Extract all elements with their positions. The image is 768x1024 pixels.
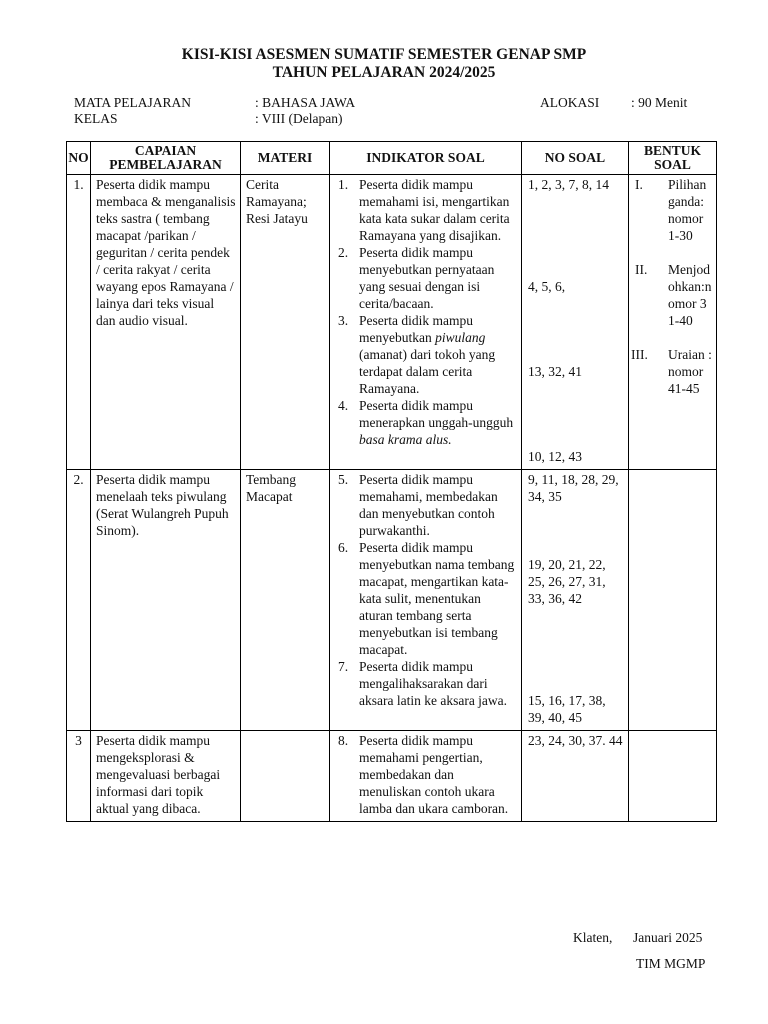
- document-title: KISI-KISI ASESMEN SUMATIF SEMESTER GENAP SMP: [181, 46, 587, 63]
- allocation-value: : 90 Menit: [631, 95, 688, 110]
- materi-cell: [241, 731, 330, 822]
- capaian-cell: Peserta didik mampu membaca & menganalisis teks sastra ( tembang macapat /parikan / geguritan / cerita pendek / cerita rakyat / cerita wayang epos Ramayana / lainya dari teks visual dan audio visual.: [91, 175, 241, 470]
- document-subtitle: TAHUN PELAJARAN 2024/2025: [272, 64, 496, 81]
- bentuk-soal-cell: [629, 470, 717, 731]
- subject-value: : BAHASA JAWA: [255, 95, 356, 110]
- indikator-item: 4. Peserta didik mampu menerapkan unggah-ungguh basa krama alus.: [338, 398, 514, 447]
- bentuk-soal-item: II. Menjodohkan:nomor 31-40: [635, 262, 712, 328]
- no-soal-item: 13, 32, 41: [528, 364, 582, 379]
- table-row: [67, 470, 717, 731]
- header-materi: MATERI: [241, 142, 330, 175]
- bentuk-soal-item: I. Pilihan ganda: nomor 1-30: [635, 177, 707, 243]
- no-soal-cell: [522, 470, 629, 731]
- no-soal-item: 4, 5, 6,: [528, 279, 566, 294]
- table-row: [67, 175, 717, 470]
- indikator-cell: [330, 175, 522, 470]
- footer-team: TIM MGMP: [636, 956, 706, 971]
- bentuk-soal-item: III. Uraian : nomor 41-45: [631, 347, 712, 396]
- indikator-item: 1. Peserta didik mampu memahami isi, mengartikan kata kata sukar dalam cerita Ramayana yang disajikan.: [338, 177, 510, 243]
- indikator-item: 7. Peserta didik mampu mengalihaksarakan dari aksara latin ke aksara jawa.: [338, 659, 508, 708]
- indikator-item: 8. Peserta didik mampu memahami pengertian, membedakan dan menuliskan contoh ukara lamba dan ukara camboran.: [338, 733, 509, 816]
- indikator-item: 2. Peserta didik mampu menyebutkan pernyataan yang sesuai dengan isi cerita/bacaan.: [338, 245, 495, 311]
- footer-date: Januari 2025: [633, 930, 703, 945]
- no-soal-item: 23, 24, 30, 37. 44: [528, 733, 623, 748]
- subject-label: MATA PELAJARAN: [74, 95, 192, 110]
- capaian-cell: Peserta didik mampu mengeksplorasi & mengevaluasi berbagai informasi dari topik aktual yang dibaca.: [91, 731, 241, 822]
- header-no-soal: NO SOAL: [522, 142, 629, 175]
- indikator-item: 5. Peserta didik mampu memahami, membedakan dan menyebutkan contoh purwakanthi.: [338, 472, 498, 538]
- header-capaian: CAPAIAN PEMBELAJARAN: [91, 142, 241, 175]
- table-row: [67, 731, 717, 822]
- bentuk-soal-cell: [629, 175, 717, 470]
- no-soal-cell: [522, 731, 629, 822]
- header-no: NO: [67, 142, 91, 175]
- bentuk-soal-cell: [629, 731, 717, 822]
- indikator-cell: [330, 731, 522, 822]
- indikator-item: 6. Peserta didik mampu menyebutkan nama tembang macapat, mengartikan kata-kata sulit, menentukan aturan tembang serta menyebutkan isi tembang macapat.: [338, 540, 515, 657]
- no-soal-item: 15, 16, 17, 38, 39, 40, 45: [528, 693, 606, 725]
- indikator-item: 3. Peserta didik mampu menyebutkan piwulang (amanat) dari tokoh yang terdapat dalam cerita Ramayana.: [338, 313, 496, 396]
- class-label: KELAS: [74, 111, 118, 126]
- no-soal-item: 19, 20, 21, 22, 25, 26, 27, 31, 33, 36, 42: [528, 557, 606, 606]
- row-number: 1.: [67, 175, 91, 470]
- class-value: : VIII (Delapan): [255, 111, 343, 126]
- materi-cell: Tembang Macapat: [241, 470, 330, 731]
- header-indikator: INDIKATOR SOAL: [330, 142, 522, 175]
- footer-place: Klaten,: [573, 930, 613, 945]
- row-number: 3: [67, 731, 91, 822]
- kisi-kisi-table: [66, 141, 717, 822]
- row-number: 2.: [67, 470, 91, 731]
- no-soal-item: 10, 12, 43: [528, 449, 582, 464]
- no-soal-cell: [522, 175, 629, 470]
- no-soal-item: 1, 2, 3, 7, 8, 14: [528, 177, 609, 192]
- capaian-cell: Peserta didik mampu menelaah teks piwulang (Serat Wulangreh Pupuh Sinom).: [91, 470, 241, 731]
- header-bentuk: BENTUK SOAL: [629, 142, 717, 175]
- materi-cell: Cerita Ramayana; Resi Jatayu: [241, 175, 330, 470]
- no-soal-item: 9, 11, 18, 28, 29, 34, 35: [528, 472, 619, 504]
- allocation-label: ALOKASI: [540, 95, 600, 110]
- indikator-cell: [330, 470, 522, 731]
